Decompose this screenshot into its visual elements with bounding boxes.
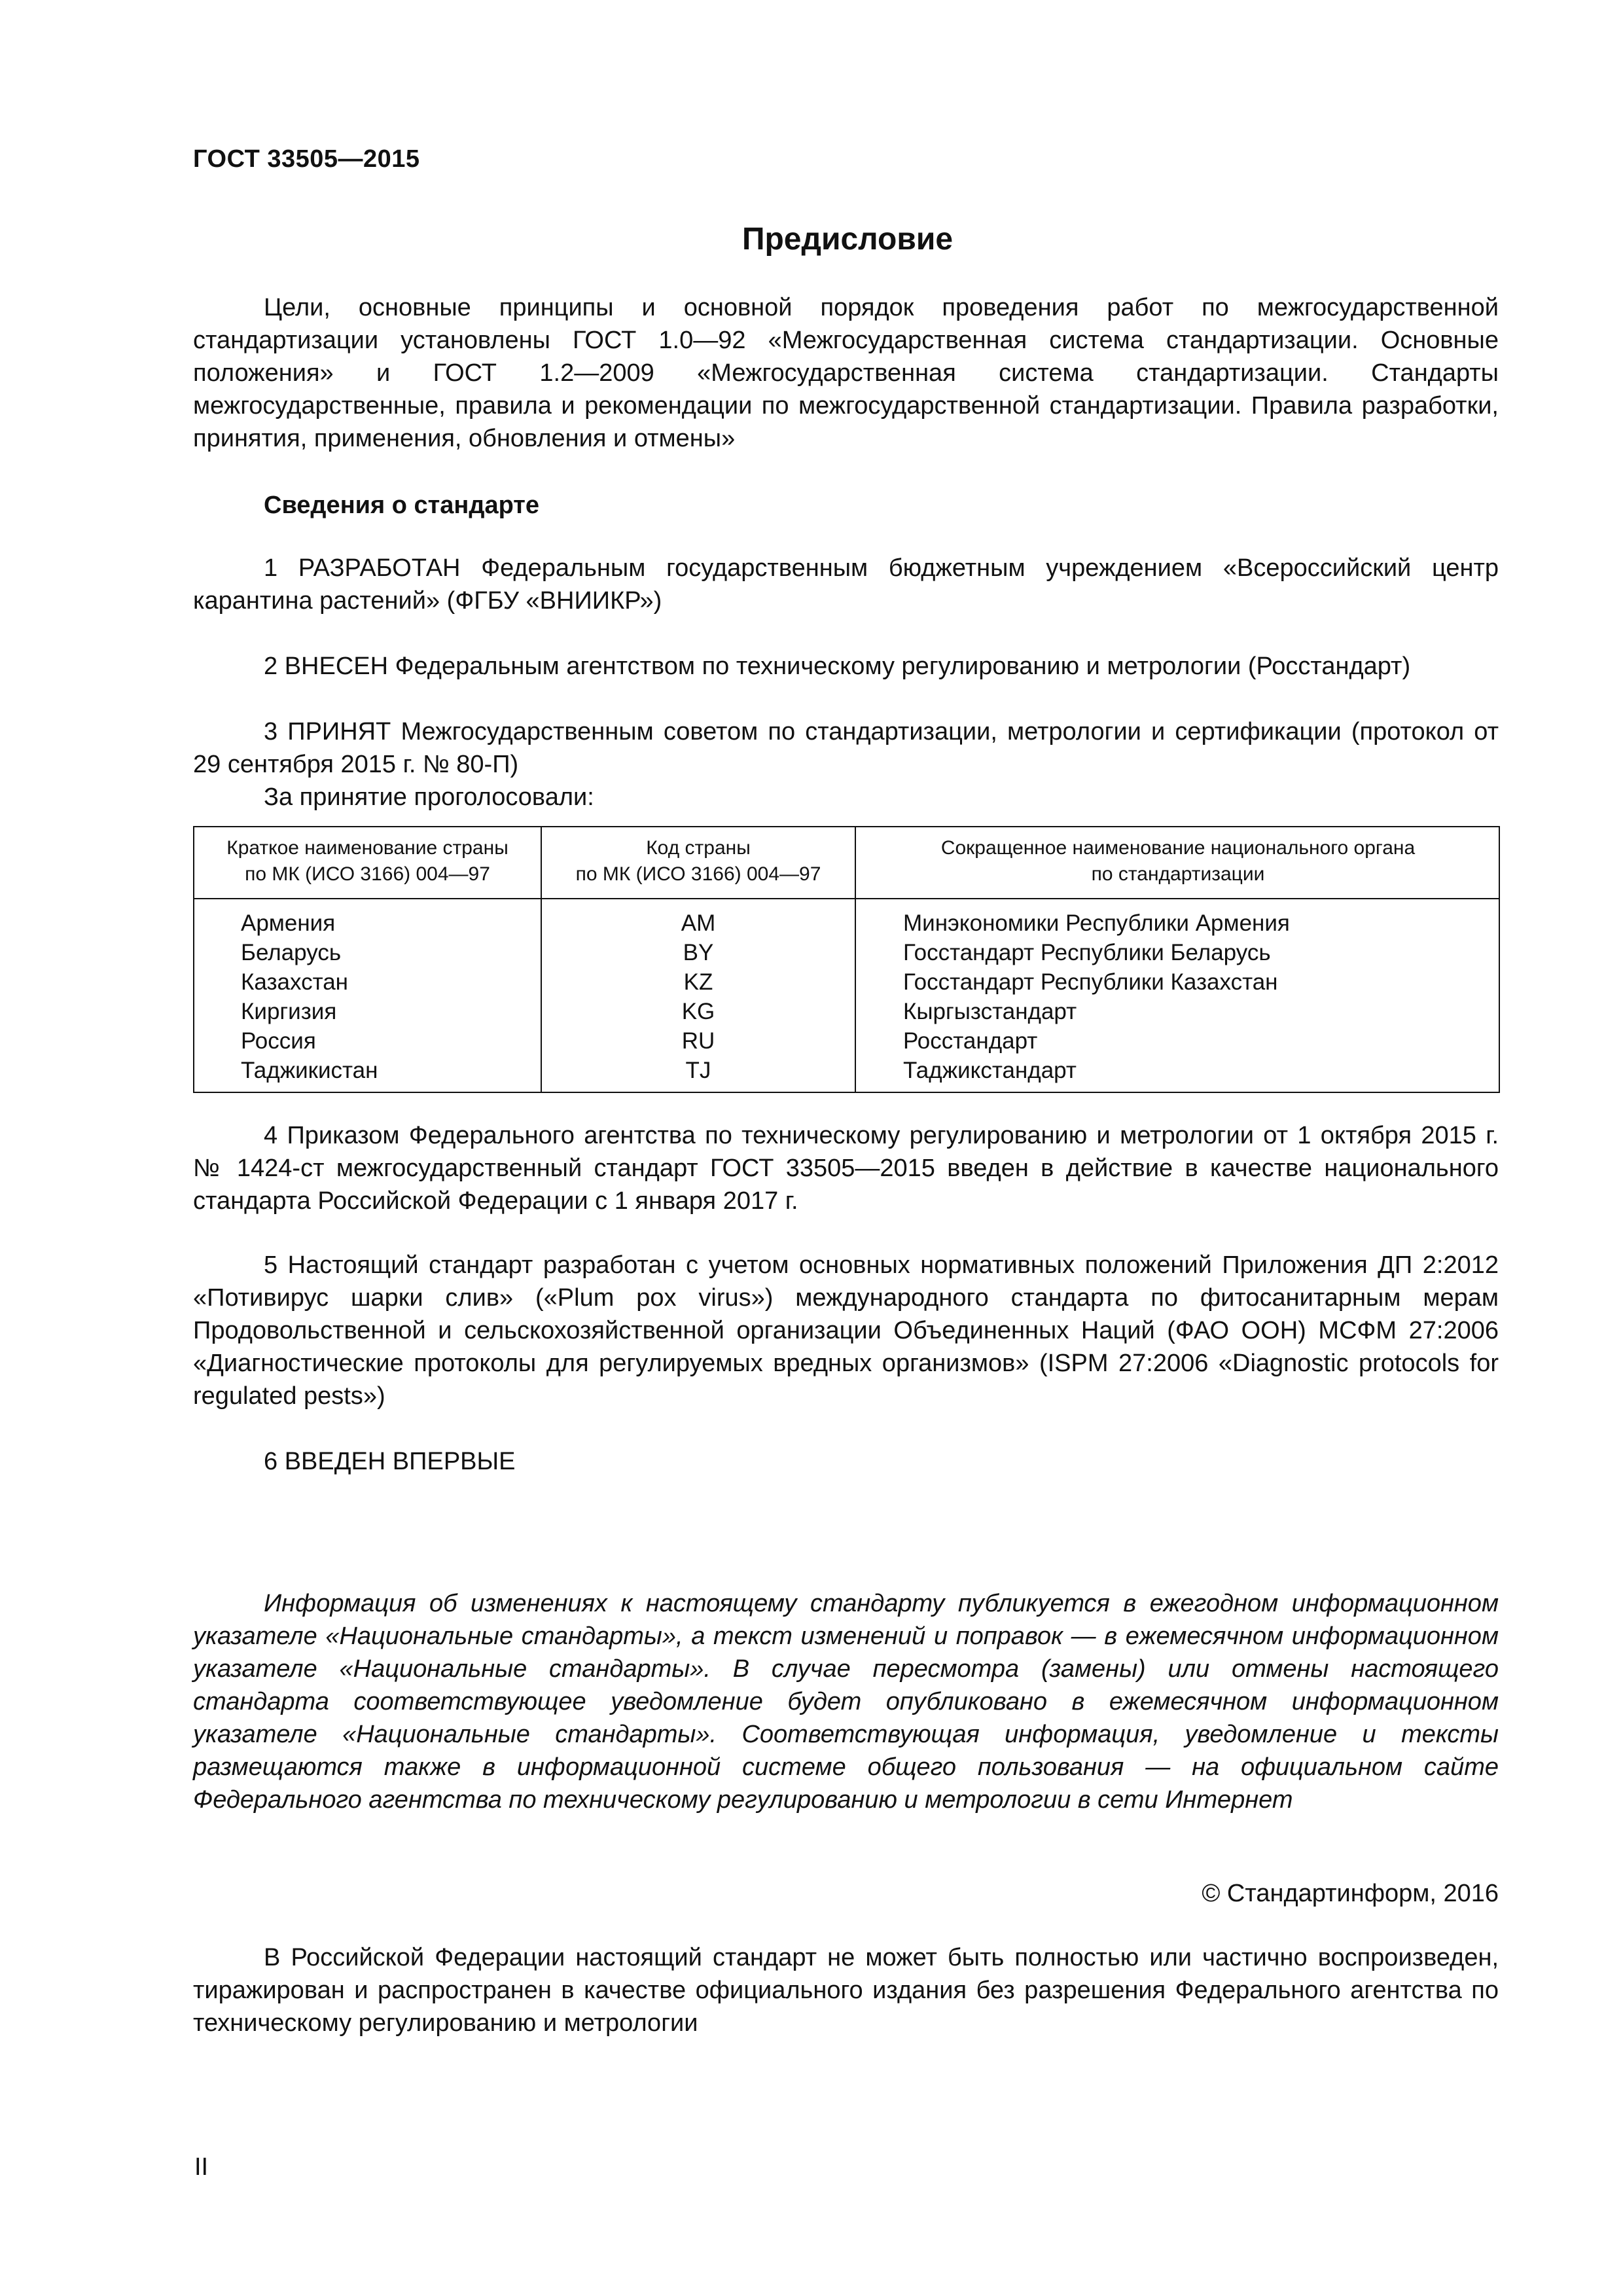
table-cell-body: Росстандарт	[903, 1028, 1038, 1054]
table-cell-body: Госстандарт Республики Беларусь	[903, 940, 1271, 965]
code-column	[542, 908, 855, 1085]
table-cell-code: AM	[681, 910, 716, 936]
notice-paragraph: Информация об изменениях к настоящему стандарту публикуется в ежегодном информационном указателе «Национальные стандарты», а текст изменений и поправок — в ежемесячном информационном указателе «Национальные стандарты». В случае пересмотра (замены) или отмены настоящего стандарта соответствующее уведомление будет опубликовано в ежемесячном информационном указателе «Национальные стандарты». Соответствующая информация, уведомление и тексты размещаются также в информационной системе общего пользования — на официальном сайте Федерального агентства по техническому регулированию и метрологии в сети Интернет	[193, 1590, 1499, 1814]
item-2-paragraph: 2 ВНЕСЕН Федеральным агентством по техническому регулированию и метрологии (Росстандарт)	[264, 653, 1411, 680]
table-cell-country: Киргизия	[241, 999, 337, 1024]
header-country: Краткое наименование страны по МК (ИСО 3166) 004—97	[226, 837, 508, 885]
item-1-paragraph: 1 РАЗРАБОТАН Федеральным государственным бюджетным учреждением «Всероссийский центр карантина растений» (ФГБУ «ВНИИКР»)	[193, 554, 1499, 615]
table-cell-country: Беларусь	[241, 940, 342, 965]
document-code-header: ГОСТ 33505—2015	[193, 145, 420, 173]
header-code: Код страны по МК (ИСО 3166) 004—97	[575, 837, 821, 885]
copyright-line: © Стандартинформ, 2016	[1202, 1880, 1499, 1907]
page-title: Предисловие	[741, 222, 954, 257]
table-cell-body: Госстандарт Республики Казахстан	[903, 969, 1278, 995]
item-3-paragraph: 3 ПРИНЯТ Межгосударственным советом по стандартизации, метрологии и сертификации (протокол от 29 сентября 2015 г. № 80-П)	[193, 718, 1499, 778]
table-cell-code: BY	[683, 940, 714, 965]
body-column	[903, 908, 1290, 1085]
page-number: II	[194, 2153, 209, 2181]
table-cell-code: KG	[681, 999, 715, 1024]
table-cell-code: TJ	[685, 1058, 711, 1083]
intro-paragraph: Цели, основные принципы и основной порядок проведения работ по межгосударственной стандартизации установлены ГОСТ 1.0—92 «Межгосударственная система стандартизации. Основные положения» и ГОСТ 1.2—2009 «Межгосударственная система стандартизации. Стандарты межгосударственные, правила и рекомендации по межгосударственной стандартизации. Правила разработки, принятия, применения, обновления и отмены»	[193, 294, 1499, 452]
rights-paragraph: В Российской Федерации настоящий стандарт не может быть полностью или частично воспроизведен, тиражирован и распространен в качестве официального издания без разрешения Федерального агентства по техническому регулированию и метрологии	[193, 1944, 1499, 2037]
item-4-paragraph: 4 Приказом Федерального агентства по техническому регулированию и метрологии от 1 октября 2015 г. № 1424-ст межгосударственный стандарт ГОСТ 33505—2015 введен в действие в качестве национального стандарта Российской Федерации с 1 января 2017 г.	[193, 1122, 1499, 1215]
table-cell-country: Армения	[241, 910, 336, 936]
item-5-paragraph: 5 Настоящий стандарт разработан с учетом основных нормативных положений Приложения ДП 2:2012 «Потивирус шарки слив» («Plum pox virus») международного стандарта по фитосанитарным мерам Продовольственной и сельскохозяйственной организации Объединенных Наций (ФАО ООН) МСФМ 27:2006 «Диагностические протоколы для регулируемых вредных организмов» (ISPM 27:2006 «Diagnostic protocols for regulated pests»)	[193, 1251, 1499, 1410]
table-cell-country: Казахстан	[241, 969, 349, 995]
table-cell-country: Таджикистан	[241, 1058, 378, 1083]
header-body: Сокращенное наименование национального органа по стандартизации	[940, 837, 1416, 885]
voting-table	[193, 826, 1500, 1093]
country-column	[241, 908, 378, 1085]
table-cell-country: Россия	[241, 1028, 316, 1054]
item-3-vote-label: За принятие проголосовали:	[264, 783, 594, 811]
item-6-paragraph: 6 ВВЕДЕН ВПЕРВЫЕ	[264, 1448, 516, 1475]
table-cell-body: Таджикстандарт	[903, 1058, 1077, 1083]
table-cell-code: RU	[681, 1028, 715, 1054]
info-heading: Сведения о стандарте	[264, 492, 540, 519]
table-cell-body: Минэкономики Республики Армения	[903, 910, 1290, 936]
table-cell-code: KZ	[683, 969, 713, 995]
table-cell-body: Кыргызстандарт	[903, 999, 1077, 1024]
